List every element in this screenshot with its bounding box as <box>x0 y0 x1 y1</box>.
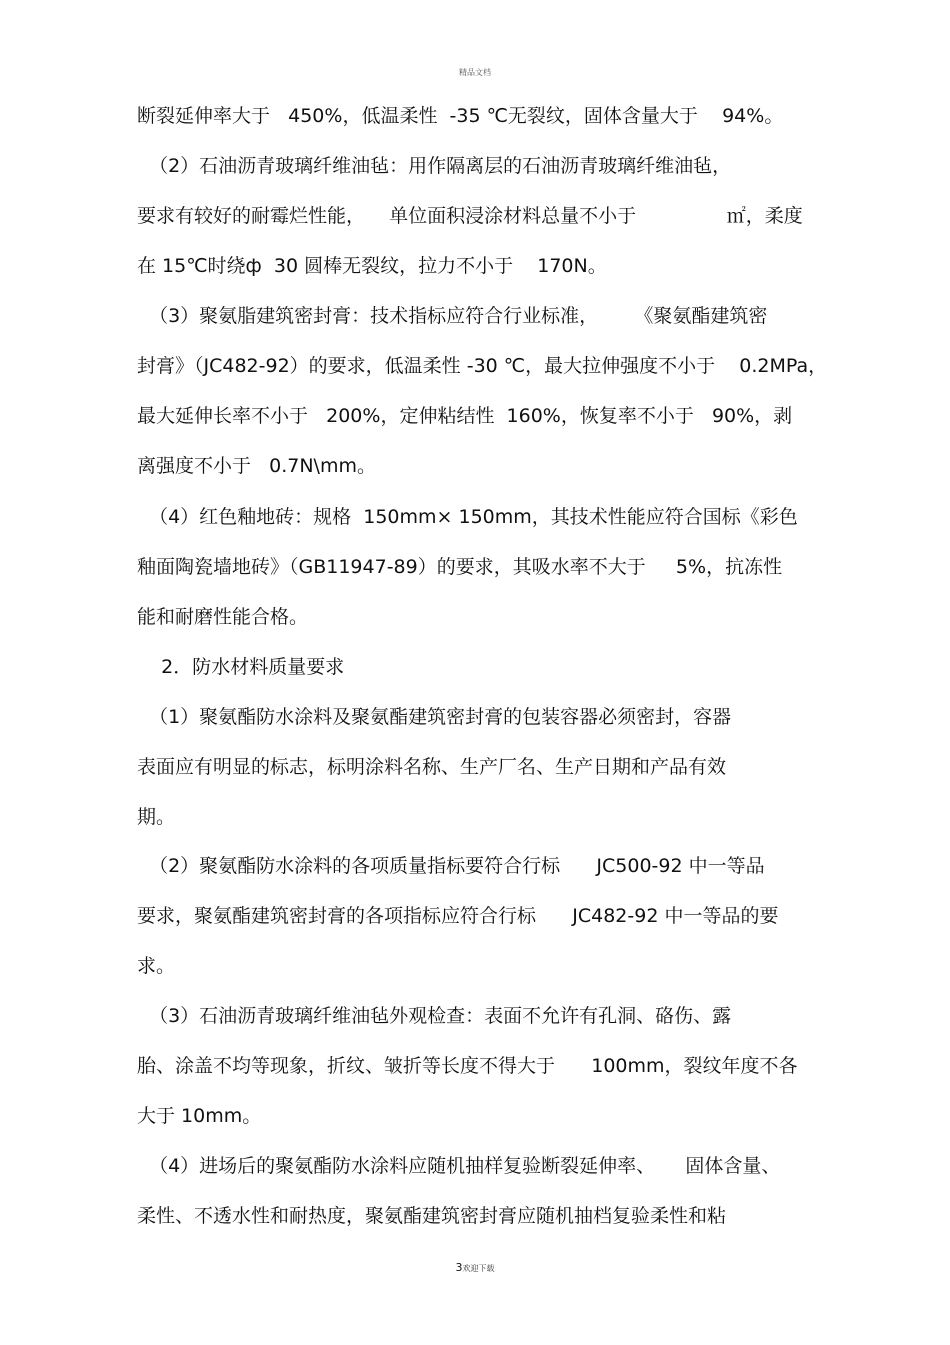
page-header: 精品文档 <box>459 68 491 77</box>
text-line: 期。 <box>137 806 176 828</box>
text-line: 胎、涂盖不均等现象，折纹、皱折等长度不得大于 100mm，裂纹年度不各 <box>137 1055 798 1077</box>
text-line: （2）聚氨酯防水涂料的各项质量指标要符合行标 JC500-92 中一等品 <box>137 855 765 877</box>
text-line: 要求有较好的耐霉烂性能， 单位面积浸涂材料总量不小于 ㎡，柔度 <box>137 205 803 227</box>
text-line: （4）进场后的聚氨酯防水涂料应随机抽样复验断裂延伸率、 固体含量、 <box>137 1155 781 1177</box>
text-line: 最大延伸长率不小于 200%，定伸粘结性 160%，恢复率不小于 90%，剥 <box>137 405 793 427</box>
text-line: （4）红色釉地砖：规格 150mm× 150mm，其技术性能应符合国标《彩色 <box>137 506 798 528</box>
text-line: 表面应有明显的标志，标明涂料名称、生产厂名、生产日期和产品有效 <box>137 756 727 778</box>
text-line: 求。 <box>137 955 176 977</box>
text-line: 在 15℃时绕ф 30 圆棒无裂纹，拉力不小于 170N。 <box>137 255 607 277</box>
text-line: （2）石油沥青玻璃纤维油毡：用作隔离层的石油沥青玻璃纤维油毡， <box>137 155 732 177</box>
page-number: 3 <box>455 1261 463 1274</box>
text-line: 大于 10mm。 <box>137 1105 262 1127</box>
text-line: 要求，聚氨酯建筑密封膏的各项指标应符合行标 JC482-92 中一等品的要 <box>137 905 779 927</box>
page-footer <box>0 1261 950 1274</box>
text-line: 柔性、不透水性和耐热度，聚氨酯建筑密封膏应随机抽档复验柔性和粘 <box>137 1205 727 1227</box>
footer-text: 欢迎下载 <box>462 1264 495 1273</box>
text-line: 能和耐磨性能合格。 <box>137 606 309 628</box>
text-line: （3）石油沥青玻璃纤维油毡外观检查：表面不允许有孔洞、硌伤、露 <box>137 1005 732 1027</box>
text-line: 断裂延伸率大于 450%，低温柔性 -35 ℃无裂纹，固体含量大于 94%。 <box>137 105 784 127</box>
section-heading: 2．防水材料质量要求 <box>137 656 345 678</box>
text-line: 釉面陶瓷墙地砖》（GB11947-89）的要求，其吸水率不大于 5%，抗冻性 <box>137 556 783 578</box>
text-line: 离强度不小于 0.7N\mm。 <box>137 455 376 477</box>
text-line: （1）聚氨酯防水涂料及聚氨酯建筑密封膏的包装容器必须密封，容器 <box>137 706 732 728</box>
text-line: （3）聚氨脂建筑密封膏：技术指标应符合行业标准， 《聚氨酯建筑密 <box>137 305 768 327</box>
text-line: 封膏》（JC482-92）的要求，低温柔性 -30 ℃，最大拉伸强度不小于 0.2MPa， <box>137 355 828 377</box>
